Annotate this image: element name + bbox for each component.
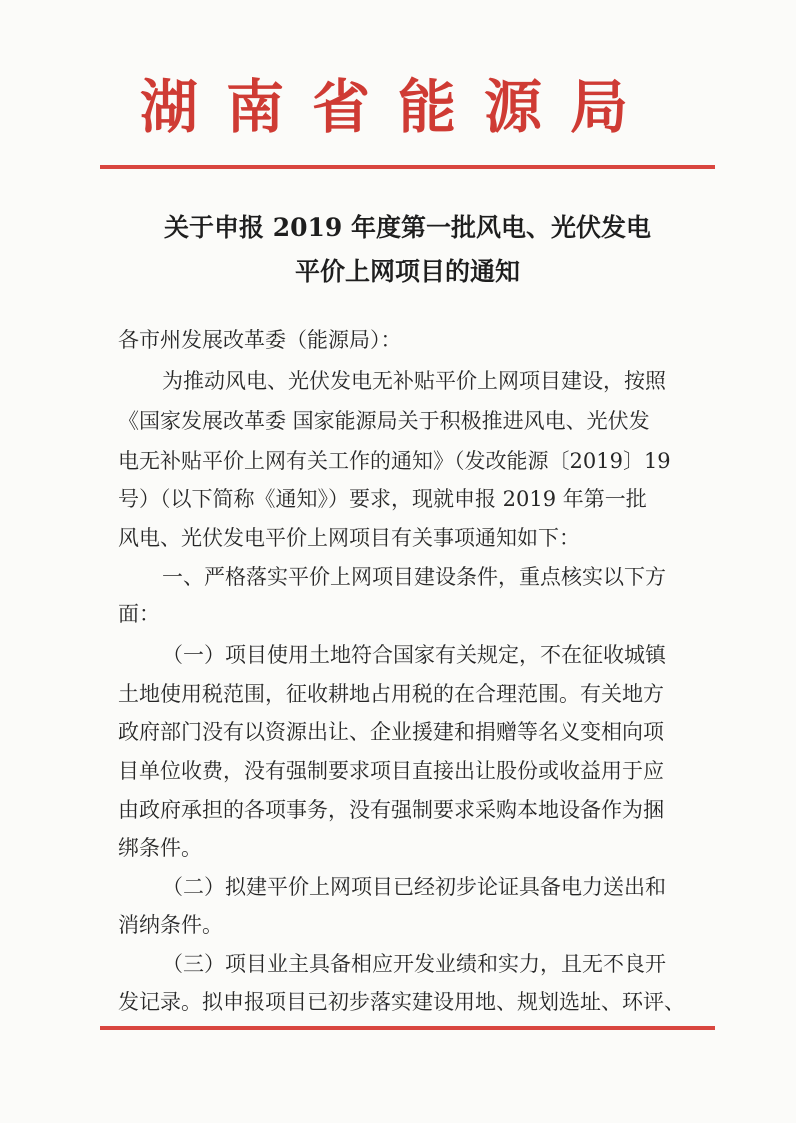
body-line: 政府部门没有以资源出让、企业援建和捐赠等名义变相向项 bbox=[118, 720, 664, 744]
body-line: 由政府承担的各项事务，没有强制要求采购本地设备作为捆 bbox=[118, 798, 664, 822]
header-red-rule bbox=[100, 165, 715, 169]
clause-3: （三）项目业主具备相应开发业绩和实力，且无不良开 bbox=[162, 952, 666, 976]
body-line: 风电、光伏发电平价上网项目有关事项通知如下： bbox=[118, 526, 580, 550]
clause-1: （一）项目使用土地符合国家有关规定，不在征收城镇 bbox=[162, 643, 666, 667]
body-line: 面： bbox=[118, 602, 160, 626]
section-heading-1: 一、严格落实平价上网项目建设条件，重点核实以下方 bbox=[162, 565, 666, 589]
body-line: 消纳条件。 bbox=[118, 913, 223, 937]
salutation: 各市州发展改革委（能源局）： bbox=[118, 328, 402, 352]
body-line: 土地使用税范围，征收耕地占用税的在合理范围。有关地方 bbox=[118, 682, 664, 706]
body-line: 绑条件。 bbox=[118, 836, 202, 860]
document-title-line-1: 关于申报 2019 年度第一批风电、光伏发电 bbox=[164, 213, 651, 242]
document-title-line-2: 平价上网项目的通知 bbox=[294, 257, 520, 286]
body-line: 发记录。拟申报项目已初步落实建设用地、规划选址、环评、 bbox=[118, 990, 685, 1014]
body-line: 为推动风电、光伏发电无补贴平价上网项目建设，按照 bbox=[162, 369, 666, 393]
clause-2: （二）拟建平价上网项目已经初步论证具备电力送出和 bbox=[162, 875, 666, 899]
body-line: 号）（以下简称《通知》）要求，现就申报 2019 年第一批 bbox=[118, 487, 647, 511]
body-line: 目单位收费，没有强制要求项目直接出让股份或收益用于应 bbox=[118, 759, 664, 783]
body-line: 电无补贴平价上网有关工作的通知》（发改能源〔2019〕19 bbox=[118, 449, 671, 473]
issuing-authority-header: 湖南省能源局 bbox=[140, 73, 657, 141]
body-line: 《国家发展改革委 国家能源局关于积极推进风电、光伏发 bbox=[118, 409, 650, 433]
footer-red-rule bbox=[100, 1026, 715, 1030]
